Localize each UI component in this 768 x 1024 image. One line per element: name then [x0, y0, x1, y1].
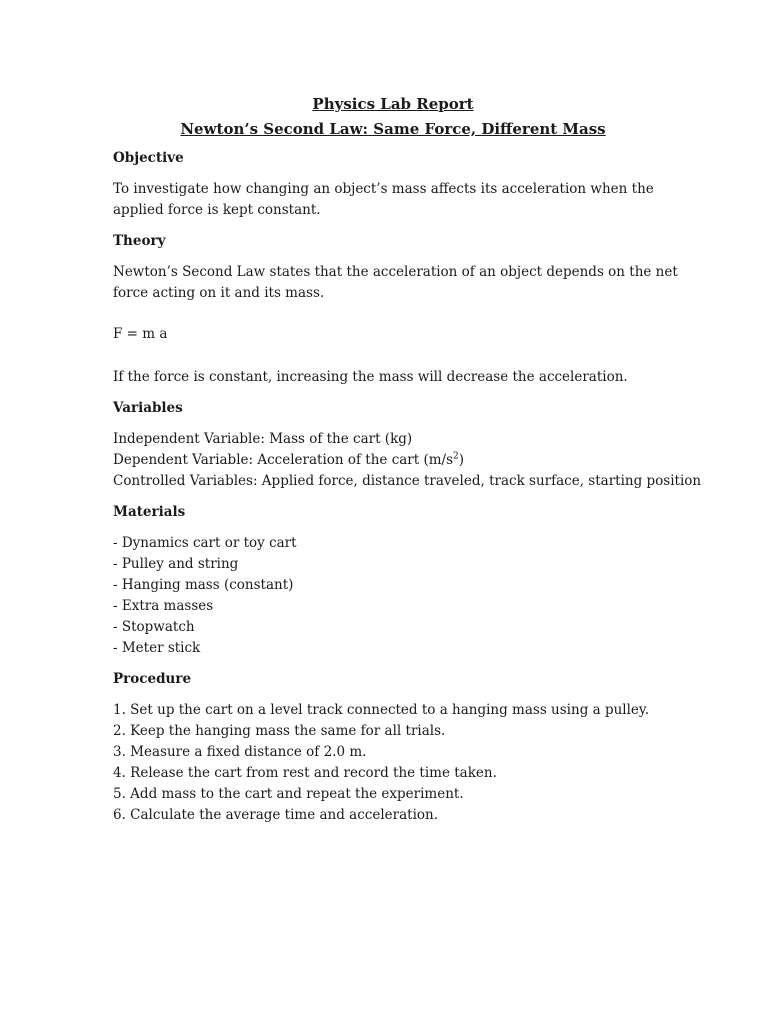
materials-item: - Meter stick — [113, 640, 201, 656]
procedure-step: 2. Keep the hanging mass the same for all trials. — [113, 723, 446, 739]
procedure-list — [113, 700, 673, 826]
procedure-step: 4. Release the cart from rest and record the time taken. — [113, 765, 497, 781]
theory-heading: Theory — [113, 233, 166, 249]
procedure-step: 5. Add mass to the cart and repeat the experiment. — [113, 786, 464, 802]
objective-line-1: To investigate how changing an object’s mass affects its acceleration when the — [113, 181, 654, 197]
theory-line-1: Newton’s Second Law states that the acceleration of an object depends on the net — [113, 264, 678, 280]
procedure-step: 1. Set up the cart on a level track connected to a hanging mass using a pulley. — [113, 702, 650, 718]
objective-heading: Objective — [113, 150, 184, 166]
materials-item: - Hanging mass (constant) — [113, 577, 294, 593]
materials-item: - Pulley and string — [113, 556, 239, 572]
squared-superscript: 2 — [453, 451, 459, 462]
theory-note: If the force is constant, increasing the mass will decrease the acceleration. — [113, 369, 628, 385]
document-title: Physics Lab Report — [312, 95, 474, 113]
procedure-step: 3. Measure a fixed distance of 2.0 m. — [113, 744, 367, 760]
procedure-step: 6. Calculate the average time and acceleration. — [113, 807, 439, 823]
theory-formula: F = m a — [113, 326, 168, 342]
document-subtitle: Newton’s Second Law: Same Force, Different Mass — [180, 120, 606, 138]
materials-heading: Materials — [113, 504, 186, 520]
theory-text — [113, 262, 678, 304]
objective-text — [113, 179, 673, 221]
variables-list — [113, 429, 702, 492]
dependent-variable-text: Dependent Variable: Acceleration of the cart (m/s — [113, 452, 454, 468]
materials-item: - Dynamics cart or toy cart — [113, 535, 297, 551]
materials-list — [113, 533, 673, 659]
controlled-variables: Controlled Variables: Applied force, distance traveled, track surface, starting position — [113, 473, 702, 489]
materials-item: - Stopwatch — [113, 619, 195, 635]
lab-report-page — [113, 92, 702, 826]
objective-line-2: applied force is kept constant. — [113, 202, 321, 218]
procedure-heading: Procedure — [113, 671, 192, 687]
variables-heading: Variables — [113, 400, 183, 416]
dependent-variable — [113, 450, 673, 471]
dependent-variable-close: ) — [458, 452, 465, 468]
materials-item: - Extra masses — [113, 598, 214, 614]
theory-line-2: force acting on it and its mass. — [113, 285, 325, 301]
independent-variable: Independent Variable: Mass of the cart (kg) — [113, 431, 413, 447]
